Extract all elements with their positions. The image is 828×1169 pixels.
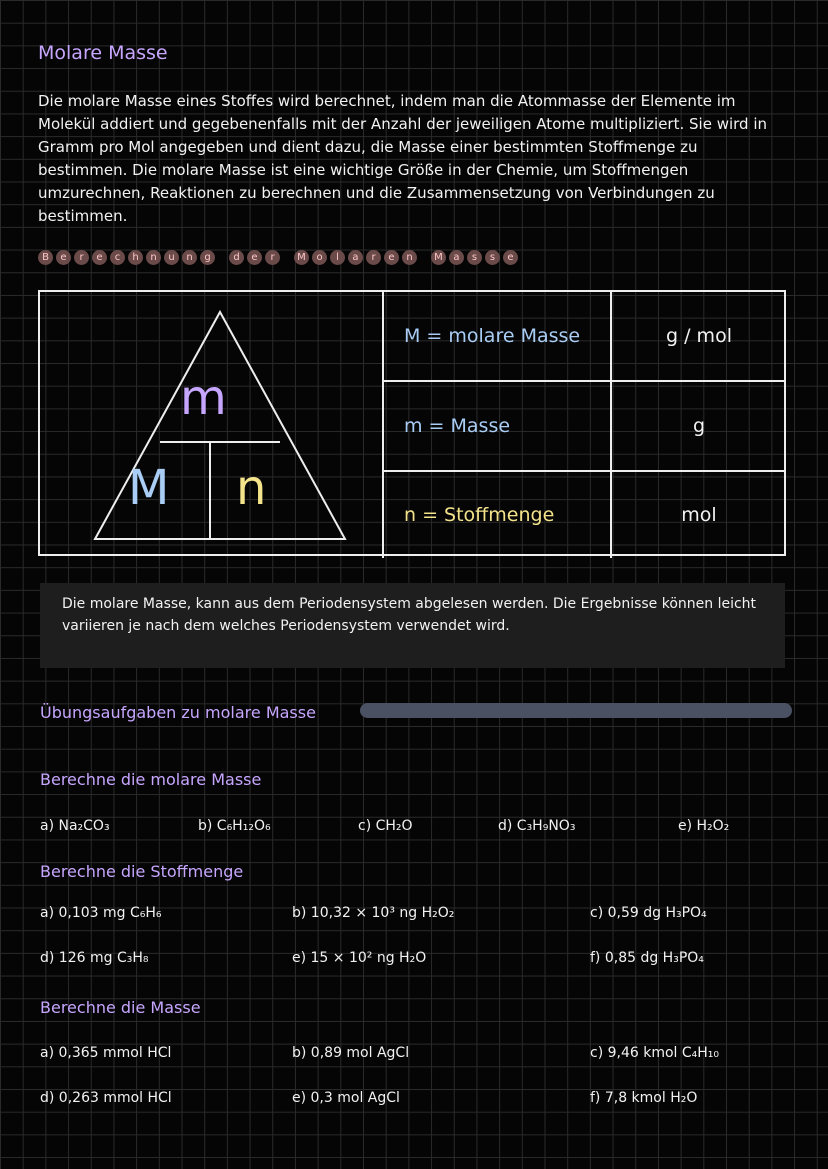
formula-box bbox=[38, 290, 786, 556]
exercise-item: e) H₂O₂ bbox=[678, 818, 730, 834]
heading-letter: e bbox=[247, 250, 262, 265]
heading-letter: r bbox=[74, 250, 89, 265]
triangle-n: n bbox=[236, 460, 267, 516]
exercise-item: f) 7,8 kmol H₂O bbox=[590, 1090, 698, 1106]
heading-letter bbox=[283, 250, 291, 265]
exercise-item: a) 0,365 mmol HCl bbox=[40, 1045, 172, 1061]
heading-letter: l bbox=[330, 250, 345, 265]
heading-letter: s bbox=[485, 250, 500, 265]
exercise-item: e) 0,3 mol AgCl bbox=[292, 1090, 400, 1106]
exercise-item: b) 10,32 × 10³ ng H₂O₂ bbox=[292, 905, 455, 921]
heading-letter: e bbox=[56, 250, 71, 265]
heading-letter bbox=[420, 250, 428, 265]
exercise-item: a) Na₂CO₃ bbox=[40, 818, 110, 834]
section-title: Berechne die Stoffmenge bbox=[40, 862, 244, 881]
exercise-item: f) 0,85 dg H₃PO₄ bbox=[590, 950, 704, 966]
section-title: Berechne die Masse bbox=[40, 998, 201, 1017]
table-label: n = Stoffmenge bbox=[382, 472, 610, 558]
heading-letter: r bbox=[265, 250, 280, 265]
table-unit: g / mol bbox=[610, 292, 786, 382]
table-unit: mol bbox=[610, 472, 786, 558]
heading-letter: n bbox=[182, 250, 197, 265]
heading-letter: d bbox=[229, 250, 244, 265]
heading-letter: o bbox=[312, 250, 327, 265]
heading-letter: e bbox=[92, 250, 107, 265]
heading-letter: e bbox=[503, 250, 518, 265]
heading-letter: u bbox=[164, 250, 179, 265]
heading-letter bbox=[218, 250, 226, 265]
exercise-item: d) C₃H₉NO₃ bbox=[498, 818, 576, 834]
heading-letter: M bbox=[431, 250, 446, 265]
note-box: Die molare Masse, kann aus dem Periodensystem abgelesen werden. Die Ergebnisse können leicht variieren je nach dem welches Periodensystem verwendet wird. bbox=[40, 583, 785, 668]
highlight-bar bbox=[360, 703, 792, 718]
heading-letter: n bbox=[402, 250, 417, 265]
heading-letter: a bbox=[348, 250, 363, 265]
heading-letter: a bbox=[449, 250, 464, 265]
heading-letter: s bbox=[467, 250, 482, 265]
heading-letter: h bbox=[128, 250, 143, 265]
exercise-item: b) C₆H₁₂O₆ bbox=[198, 818, 271, 834]
table-label: m = Masse bbox=[382, 382, 610, 472]
exercise-item: c) 0,59 dg H₃PO₄ bbox=[590, 905, 707, 921]
heading-letter: c bbox=[110, 250, 125, 265]
table-label: M = molare Masse bbox=[382, 292, 610, 382]
section-title: Berechne die molare Masse bbox=[40, 770, 262, 789]
page-title: Molare Masse bbox=[38, 42, 168, 64]
exercise-item: c) CH₂O bbox=[358, 818, 413, 834]
exercises-title: Übungsaufgaben zu molare Masse bbox=[40, 703, 316, 722]
exercise-item: d) 0,263 mmol HCl bbox=[40, 1090, 172, 1106]
exercise-item: e) 15 × 10² ng H₂O bbox=[292, 950, 427, 966]
heading-letter: g bbox=[200, 250, 215, 265]
exercise-item: c) 9,46 kmol C₄H₁₀ bbox=[590, 1045, 720, 1061]
table-unit: g bbox=[610, 382, 786, 472]
exercise-item: d) 126 mg C₃H₈ bbox=[40, 950, 149, 966]
heading-letter: r bbox=[366, 250, 381, 265]
exercise-item: a) 0,103 mg C₆H₆ bbox=[40, 905, 162, 921]
heading-letter: n bbox=[146, 250, 161, 265]
heading-letter: M bbox=[294, 250, 309, 265]
heading-letter: B bbox=[38, 250, 53, 265]
triangle-m: m bbox=[180, 370, 227, 426]
intro-paragraph: Die molare Masse eines Stoffes wird berechnet, indem man die Atommasse der Elemente im Molekül addiert und gegebenenfalls mit der Anzahl der jeweiligen Atome multipliziert. Sie wird in Gramm pro Mol angegeben und dient dazu, die Masse einer bestimmten Stoffmenge zu bestimmen. Die molare Masse ist eine wichtige Größe in der Chemie, um Stoffmengen umzurechnen, Reaktionen zu berechnen und die Zusammensetzung von Verbindungen zu bestimmen. bbox=[38, 92, 768, 225]
heading-letter: e bbox=[384, 250, 399, 265]
section-heading bbox=[38, 250, 518, 265]
triangle-M: M bbox=[128, 460, 170, 516]
exercise-item: b) 0,89 mol AgCl bbox=[292, 1045, 410, 1061]
